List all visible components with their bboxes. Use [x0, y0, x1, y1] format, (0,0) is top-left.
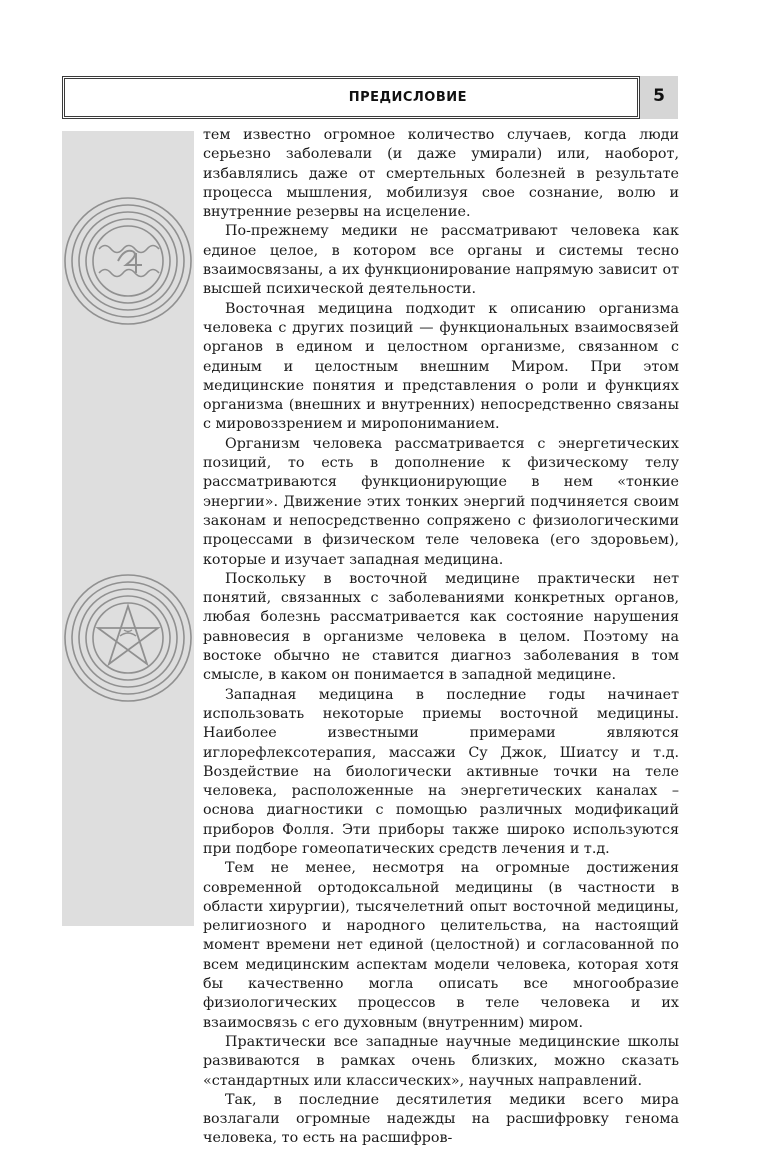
- paragraph-2: По-прежнему медики не рассматривают человека как единое целое, в котором все органы и системы тесно взаимосвязаны, а их функционирование напрямую зависит от высшей психической деятельности.: [203, 223, 679, 298]
- paragraph-3: Восточная медицина подходит к описанию организма человека с других позиций — функциональных взаимосвязей органов в едином и целостном организме, связанном с единым и целостным внешним Миром. При этом медицинские понятия и представления о роли и функциях организма (внешних и внутренних) непосредственно связаны с мировоззрением и миропониманием.: [203, 300, 679, 433]
- paragraph-4: Организм человека рассматривается с энергетических позиций, то есть в дополнение к физическому телу рассматриваются функционирующие в нем «тонкие энергии». Движение этих тонких энергий подчиняется своим законам и непосредственно сопряжено с физиологическими процессами в физическом теле человека (его здоровьем), которые и изучает западная медицина.: [203, 435, 679, 568]
- paragraph-9: Так, в последние десятилетия медики всего мира возлагали огромные надежды на расшифровку генома человека, то есть на расшифров-: [203, 1091, 679, 1147]
- running-header: [62, 76, 640, 119]
- section-title: ПРЕДИСЛОВИЕ: [348, 90, 467, 105]
- paragraph-6: Западная медицина в последние годы начинает использовать некоторые приемы восточной медицины. Наиболее известными примерами являются иглорефлексотерапия, массажи Су Джок, Шиатсу и т.д. Воздействие на биологически активные точки на теле человека, расположенные на энергетических каналах – основа диагностики с помощью различных модификаций приборов Фолля. Эти приборы также широко используются при подборе гомеопатических средств лечения и т.д.: [203, 686, 679, 857]
- pentagram-emblem-icon: [62, 572, 194, 704]
- paragraph-7: Тем не менее, несмотря на огромные достижения современной ортодоксальной медицины (в частности в области хирургии), тысячелетний опыт восточной медицины, религиозного и народного целительства, на настоящий момент времени нет единой (целостной) и согласованной по всем медицинским аспектам модели человека, которая хотя бы качественно могла описать все многообразие физиологических процессов в теле человека и их взаимосвязь с его духовным (внутренним) миром.: [203, 860, 679, 1031]
- paragraph-1: тем известно огромное количество случаев, когда люди серьезно заболевали (и даже умирали) или, наоборот, избавлялись даже от смертельных болезней в результате процесса мышления, мобилизуя свое сознание, волю и внутренние резервы на исцеление.: [203, 127, 679, 221]
- jupiter-aquarius-emblem-icon: [62, 195, 194, 327]
- paragraph-5: Поскольку в восточной медицине практически нет понятий, связанных с заболеваниями конкретных органов, любая болезнь рассматривается как состояние нарушения равновесия в организме человека в целом. Поэтому на востоке обычно не ставится диагноз заболевания в том смысле, в каком он понимается в западной медицине.: [203, 570, 679, 684]
- paragraph-8: Практически все западные научные медицинские школы развиваются в рамках очень близких, можно сказать «стандартных или классических», научных направлений.: [203, 1033, 679, 1089]
- page-number: 5: [653, 86, 665, 106]
- body-text: [203, 126, 679, 1149]
- page-number-block: [640, 76, 678, 119]
